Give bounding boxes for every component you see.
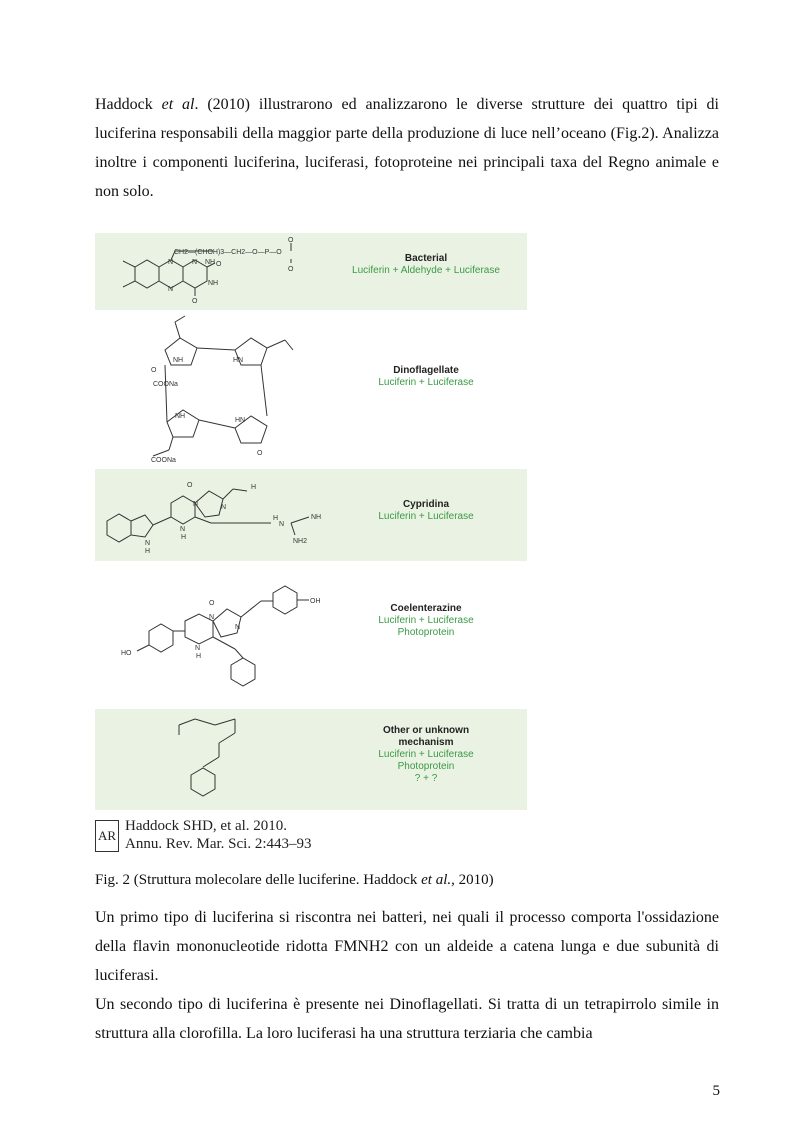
dino-atom-o2: O: [257, 450, 263, 457]
cyp-atom-nh: NH: [311, 514, 322, 521]
intro-paragraph: [95, 90, 719, 206]
coel-atom-oh: OH: [310, 598, 321, 605]
coel-atom-ho: HO: [121, 650, 132, 657]
cyp-atom-n1: N: [193, 501, 199, 508]
panel-coelenterazine-title: Coelenterazine: [390, 603, 462, 614]
cyp-atom-nh2: NH2: [293, 538, 308, 545]
cyp-atom-h3: H: [251, 484, 257, 491]
bacterial-atom-chain: CH2—(CHOH)3—CH2—O—P—O: [174, 249, 282, 256]
caption-et-al: et al.: [421, 872, 452, 888]
dino-atom-hn2: HN: [235, 417, 246, 424]
citation-line-1: Haddock SHD, et al. 2010.: [125, 818, 288, 834]
panel-dinoflagellate-subtitle: Luciferin + Luciferase: [378, 377, 474, 388]
coel-atom-n2: N: [235, 624, 241, 631]
bacterial-atom-n2: N: [192, 259, 198, 266]
other-structure: [95, 709, 327, 810]
intro-et-al: et al: [161, 96, 195, 113]
bacterial-atom-o4: O: [192, 298, 198, 305]
panel-coelenterazine: [95, 575, 527, 695]
dino-atom-hn1: HN: [233, 357, 244, 364]
dinoflagellate-structure: [95, 310, 327, 465]
cyp-atom-h4: H: [145, 548, 151, 555]
panel-coelenterazine-label: [331, 603, 521, 639]
panel-bacterial-title: Bacterial: [404, 253, 448, 264]
dino-atom-coona1: COONa: [153, 381, 178, 388]
panel-bacterial-subtitle: Luciferin + Aldehyde + Luciferase: [352, 265, 500, 276]
coel-atom-n1: N: [209, 614, 215, 621]
coelenterazine-structure: [95, 575, 331, 695]
bacterial-atom-nh2: NH: [208, 280, 219, 287]
cyp-atom-n3: N: [180, 526, 186, 533]
panel-dinoflagellate: [95, 310, 527, 465]
dinoflagellate-paragraph: Un secondo tipo di luciferina è presente nei Dinoflagellati. Si tratta di un tetrapirrolo simile in struttura alla clorofilla. La loro luciferasi ha una struttura terziaria che cambia: [95, 996, 719, 1042]
annual-reviews-logo: AR: [95, 820, 119, 852]
coel-atom-h: H: [196, 653, 202, 660]
bacterial-paragraph: Un primo tipo di luciferina si riscontra nei batteri, nei quali il processo comporta l'ossidazione della flavin mononucleotide ridotta FMNH2 con un aldeide a catena lunga e due subunità di luciferasi.: [95, 909, 719, 984]
dino-atom-o1: O: [151, 367, 157, 374]
bacterial-atom-o1: O: [288, 237, 294, 244]
cyp-atom-o1: O: [187, 482, 193, 489]
bacterial-atom-n1: N: [168, 259, 174, 266]
panel-bacterial: [95, 233, 527, 310]
bacterial-atom-n3: N: [168, 286, 174, 293]
panel-dinoflagellate-label: [331, 365, 521, 389]
cyp-atom-h1: H: [181, 534, 187, 541]
bacterial-structure: [95, 233, 327, 310]
coel-atom-o1: O: [209, 600, 215, 607]
coel-atom-n3: N: [195, 645, 201, 652]
page-number: 5: [712, 1083, 720, 1099]
panel-cypridina-subtitle: Luciferin + Luciferase: [378, 511, 474, 522]
panel-cypridina: [95, 469, 527, 561]
panel-other-title: Other or unknown mechanism: [382, 725, 470, 748]
panel-other-label: [331, 725, 521, 785]
caption-text-start: Fig. 2 (Struttura molecolare delle luciferine. Haddock: [95, 872, 422, 888]
panel-coelenterazine-subtitle-1: Luciferin + Luciferase: [378, 615, 474, 626]
luciferin-figure: [95, 233, 527, 810]
cyp-atom-n5: N: [145, 540, 151, 547]
panel-bacterial-label: [331, 253, 521, 277]
caption-text-end: , 2010): [451, 872, 494, 888]
panel-other-subtitle-1: Luciferin + Luciferase: [378, 749, 474, 760]
dino-atom-nh1: NH: [173, 357, 184, 364]
bacterial-atom-o3: O: [216, 261, 222, 268]
intro-text-start: Haddock: [95, 96, 162, 113]
panel-other-subtitle-3: ? + ?: [414, 773, 438, 784]
panel-cypridina-title: Cypridina: [402, 499, 450, 510]
dino-atom-nh2: NH: [175, 413, 186, 420]
panel-dinoflagellate-title: Dinoflagellate: [393, 365, 459, 376]
figure-citation: [95, 818, 395, 854]
bacterial-atom-o2: O: [288, 266, 294, 273]
cypridina-structure: [95, 469, 331, 561]
panel-cypridina-label: [331, 499, 521, 523]
panel-coelenterazine-subtitle-2: Photoprotein: [397, 627, 455, 638]
cyp-atom-n2: N: [221, 504, 227, 511]
dino-atom-coona2: COONa: [151, 457, 176, 464]
cyp-atom-n4: N: [279, 521, 285, 528]
figure-caption: [95, 870, 494, 890]
panel-other-subtitle-2: Photoprotein: [397, 761, 455, 772]
cyp-atom-h2: H: [273, 515, 279, 522]
citation-line-2: Annu. Rev. Mar. Sci. 2:443–93: [125, 836, 312, 852]
bacterial-atom-nh1: NH: [205, 259, 216, 266]
intro-text-rest: . (2010) illustrarono ed analizzarono le diverse strutture dei quattro tipi di luciferina responsabili della maggior parte della produzione di luce nell’oceano (Fig.2). Analizza inoltre i componenti luciferina, luciferasi, fotoproteine nei principali taxa del Regno animale e non solo.: [95, 96, 719, 200]
panel-other: [95, 709, 527, 810]
